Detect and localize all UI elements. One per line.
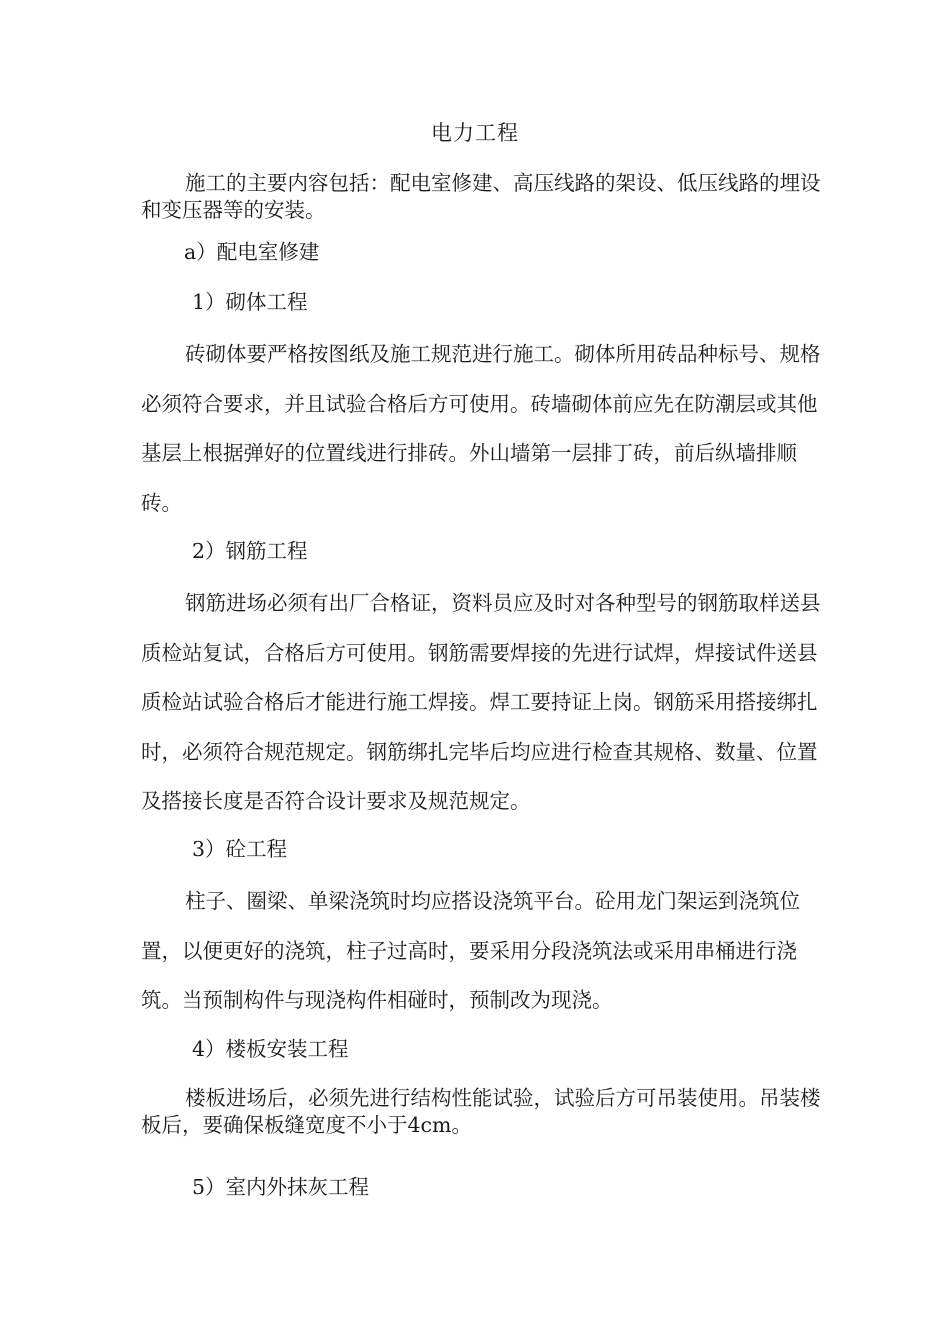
document-title: 电力工程 bbox=[431, 121, 519, 145]
item-4-heading: 4）楼板安装工程 bbox=[192, 1037, 349, 1061]
item-3-body: 柱子、圈梁、单梁浇筑时均应搭设浇筑平台。砼用龙门架运到浇筑位置，以便更好的浇筑，柱子过高时，要采用分段浇筑法或采用串桶进行浇筑。当预制构件与现浇构件相碰时，预制改为现浇。 bbox=[141, 889, 800, 1012]
intro-paragraph: 施工的主要内容包括：配电室修建、高压线路的架设、低压线路的埋设和变压器等的安装。 bbox=[141, 171, 821, 222]
item-3-heading: 3）砼工程 bbox=[192, 837, 288, 861]
section-a-heading: a）配电室修建 bbox=[184, 240, 320, 264]
item-1-heading: 1）砌体工程 bbox=[192, 290, 308, 314]
item-4-body: 楼板进场后，必须先进行结构性能试验，试验后方可吊装使用。吊装楼板后，要确保板缝宽度不小于4cm。 bbox=[141, 1086, 821, 1137]
item-5-heading: 5）室内外抹灰工程 bbox=[192, 1175, 370, 1199]
item-2-heading: 2）钢筋工程 bbox=[192, 539, 308, 563]
item-2-body: 钢筋进场必须有出厂合格证，资料员应及时对各种型号的钢筋取样送县质检站复试，合格后方可使用。钢筋需要焊接的先进行试焊，焊接试件送县质检站试验合格后才能进行施工焊接。焊工要持证上岗。钢筋采用搭接绑扎时，必须符合规范规定。钢筋绑扎完毕后均应进行检查其规格、数量、位置及搭接长度是否符合设计要求及规范规定。 bbox=[141, 591, 821, 813]
item-1-body: 砖砌体要严格按图纸及施工规范进行施工。砌体所用砖品种标号、规格必须符合要求，并且试验合格后方可使用。砖墙砌体前应先在防潮层或其他基层上根据弹好的位置线进行排砖。外山墙第一层排丁砖，前后纵墙排顺砖。 bbox=[141, 342, 821, 515]
